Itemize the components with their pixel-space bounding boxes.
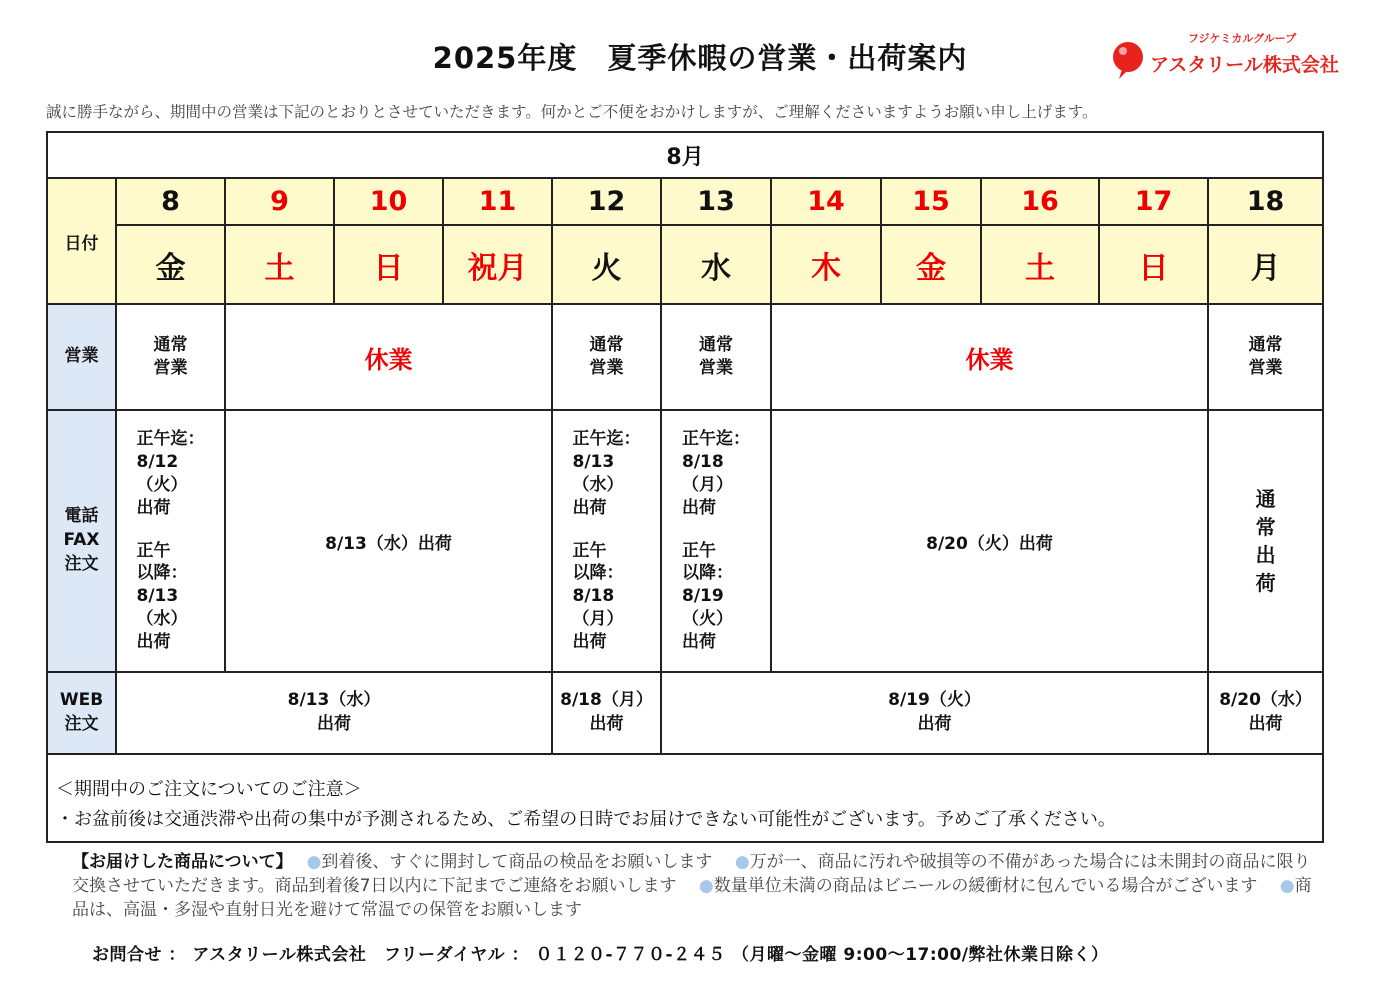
day-number: 12 — [552, 178, 661, 225]
ship-line: 以降： — [136, 563, 188, 584]
delivery-info-item: 万が一、商品に汚れや破損等の不備があった場合には未開封の商品に限り交換させていただきます。商品到着後7日以内に下記までご連絡をお願いします — [72, 852, 1311, 896]
ship-line: 以降： — [682, 563, 733, 584]
normal-line: 通常 — [1248, 335, 1283, 356]
day-number: 14 — [771, 178, 881, 225]
day-name: 日 — [1099, 225, 1208, 304]
ship-line: 出荷 — [1248, 714, 1283, 734]
day-name: 火 — [552, 225, 661, 304]
ship-char: 出 — [1255, 543, 1276, 567]
ship-line: （水） — [572, 474, 624, 495]
ship-char: 通 — [1255, 487, 1276, 511]
ship-line: 正午迄： — [572, 428, 641, 449]
web-ship-cell — [116, 672, 552, 754]
ship-line: 8/12 — [136, 451, 179, 472]
day-name: 日 — [334, 225, 443, 304]
ship-line: 8/18 — [682, 451, 724, 472]
ship-line: 8/13 — [572, 451, 615, 472]
ship-line: 8/19 — [682, 586, 724, 607]
day-name: 水 — [661, 225, 771, 304]
day-name: 土 — [225, 225, 334, 304]
label-line: 注文 — [64, 553, 99, 574]
business-normal-cell — [116, 304, 225, 410]
day-number: 8 — [116, 178, 225, 225]
ship-line: 出荷 — [136, 497, 171, 518]
business-normal-cell — [661, 304, 771, 410]
normal-line: 通常 — [699, 335, 733, 356]
business-closed-cell: 休業 — [771, 304, 1208, 410]
day-name: 月 — [1208, 225, 1323, 304]
phone-ship-cell — [661, 410, 771, 672]
web-ship-cell — [661, 672, 1208, 754]
ship-line: 8/20（水） — [1219, 690, 1312, 711]
bullet-icon: ● — [306, 852, 322, 872]
phone-row-label — [47, 410, 116, 672]
day-number: 18 — [1208, 178, 1323, 225]
day-name: 土 — [981, 225, 1099, 304]
day-number: 13 — [661, 178, 771, 225]
ship-line: （月） — [572, 609, 624, 630]
day-number: 16 — [981, 178, 1099, 225]
ship-line: （月） — [682, 474, 733, 495]
ship-line: 出荷 — [917, 714, 952, 734]
normal-line: 営業 — [589, 358, 624, 378]
ship-line: 正午 — [682, 540, 716, 561]
phone-ship-cell — [116, 410, 225, 672]
intro-text: 誠に勝手ながら、期間中の営業は下記のとおりとさせていただきます。何かとご不便をおかけしますが、ご理解くださいますようお願い申し上げます。 — [46, 103, 1098, 121]
day-number: 15 — [881, 178, 981, 225]
normal-line: 通常 — [153, 335, 188, 356]
delivery-info-item: 到着後、すぐに開封して商品の検品をお願いします — [321, 852, 713, 872]
ship-line: 出荷 — [317, 714, 351, 734]
ship-line: 正午 — [136, 540, 171, 561]
ship-line: 正午迄： — [136, 428, 205, 449]
day-name: 祝月 — [443, 225, 552, 304]
label-line: FAX — [63, 530, 100, 551]
day-name: 木 — [771, 225, 881, 304]
day-number: 9 — [225, 178, 334, 225]
ship-line: 出荷 — [682, 632, 716, 653]
phone-ship-cell: 8/13（水）出荷 — [225, 410, 552, 672]
ship-line: 8/18 — [572, 586, 615, 607]
notice-body: ・お盆前後は交通渋滞や出荷の集中が予測されるため、ご希望の日時でお届けできない可能性がございます。予めご了承ください。 — [56, 809, 1116, 830]
phone-ship-cell — [552, 410, 661, 672]
delivery-info-item: 数量単位未満の商品はビニールの緩衝材に包んでいる場合がございます — [713, 876, 1258, 896]
ship-line: 出荷 — [589, 714, 624, 734]
ship-line: 出荷 — [572, 632, 607, 653]
schedule-table — [46, 131, 1324, 843]
ship-line: （火） — [136, 474, 188, 495]
business-closed-cell: 休業 — [225, 304, 552, 410]
web-ship-cell — [1208, 672, 1323, 754]
ship-line: （水） — [136, 609, 188, 630]
logo-mark-icon — [1112, 40, 1146, 80]
ship-line: 出荷 — [572, 497, 607, 518]
ship-line: 出荷 — [682, 497, 716, 518]
normal-line: 営業 — [699, 358, 733, 378]
day-number: 17 — [1099, 178, 1208, 225]
delivery-info-item: 商品は、高温・多湿や直射日光を避けて常温での保管をお願いします — [72, 876, 1312, 920]
notice-title: ＜期間中のご注文についてのご注意＞ — [56, 779, 362, 800]
ship-line: （火） — [682, 609, 733, 630]
ship-line: 8/13（水） — [287, 690, 381, 711]
business-row-label: 営業 — [47, 304, 116, 410]
ship-line: 8/18（月） — [560, 690, 653, 711]
month-header: 8月 — [47, 132, 1323, 178]
ship-line: 8/19（火） — [888, 690, 981, 711]
ship-line: 以降： — [572, 563, 624, 584]
normal-line: 営業 — [153, 358, 188, 378]
ship-line: 8/13 — [136, 586, 179, 607]
contact-info: お問合せ ： アスタリール株式会社 フリーダイヤル ： ０１２０-７７０-２４５ （月曜～金曜 9:00～17:00/弊社休業日除く） — [92, 945, 1109, 965]
phone-ship-cell: 8/20（火）出荷 — [771, 410, 1208, 672]
order-notice — [47, 754, 1323, 842]
normal-line: 通常 — [589, 335, 624, 356]
label-line: 注文 — [64, 714, 99, 734]
delivery-info-heading: 【お届けした商品について】 — [72, 852, 285, 872]
normal-line: 営業 — [1248, 358, 1283, 378]
web-row-label — [47, 672, 116, 754]
day-number: 10 — [334, 178, 443, 225]
ship-line: 正午迄： — [682, 428, 750, 449]
phone-ship-cell — [1208, 410, 1323, 672]
label-line: WEB — [59, 690, 104, 711]
delivery-info — [72, 850, 1324, 922]
logo-company-name: アスタリール株式会社 — [1150, 54, 1339, 76]
label-line: 電話 — [64, 506, 99, 527]
date-row-label: 日付 — [47, 178, 116, 304]
page-title: 2025年度 夏季休暇の営業・出荷案内 — [432, 41, 968, 75]
day-number: 11 — [443, 178, 552, 225]
company-logo — [1112, 30, 1352, 80]
ship-char: 荷 — [1255, 571, 1276, 595]
business-normal-cell — [1208, 304, 1323, 410]
business-normal-cell — [552, 304, 661, 410]
day-name: 金 — [116, 225, 225, 304]
ship-char: 常 — [1255, 515, 1276, 539]
bullet-icon: ● — [734, 852, 750, 872]
web-ship-cell — [552, 672, 661, 754]
bullet-icon: ● — [1279, 876, 1295, 896]
ship-line: 正午 — [572, 540, 607, 561]
logo-group-name: フジケミカルグループ — [1188, 32, 1297, 45]
ship-line: 出荷 — [136, 632, 171, 653]
day-name: 金 — [881, 225, 981, 304]
bullet-icon: ● — [698, 876, 714, 896]
